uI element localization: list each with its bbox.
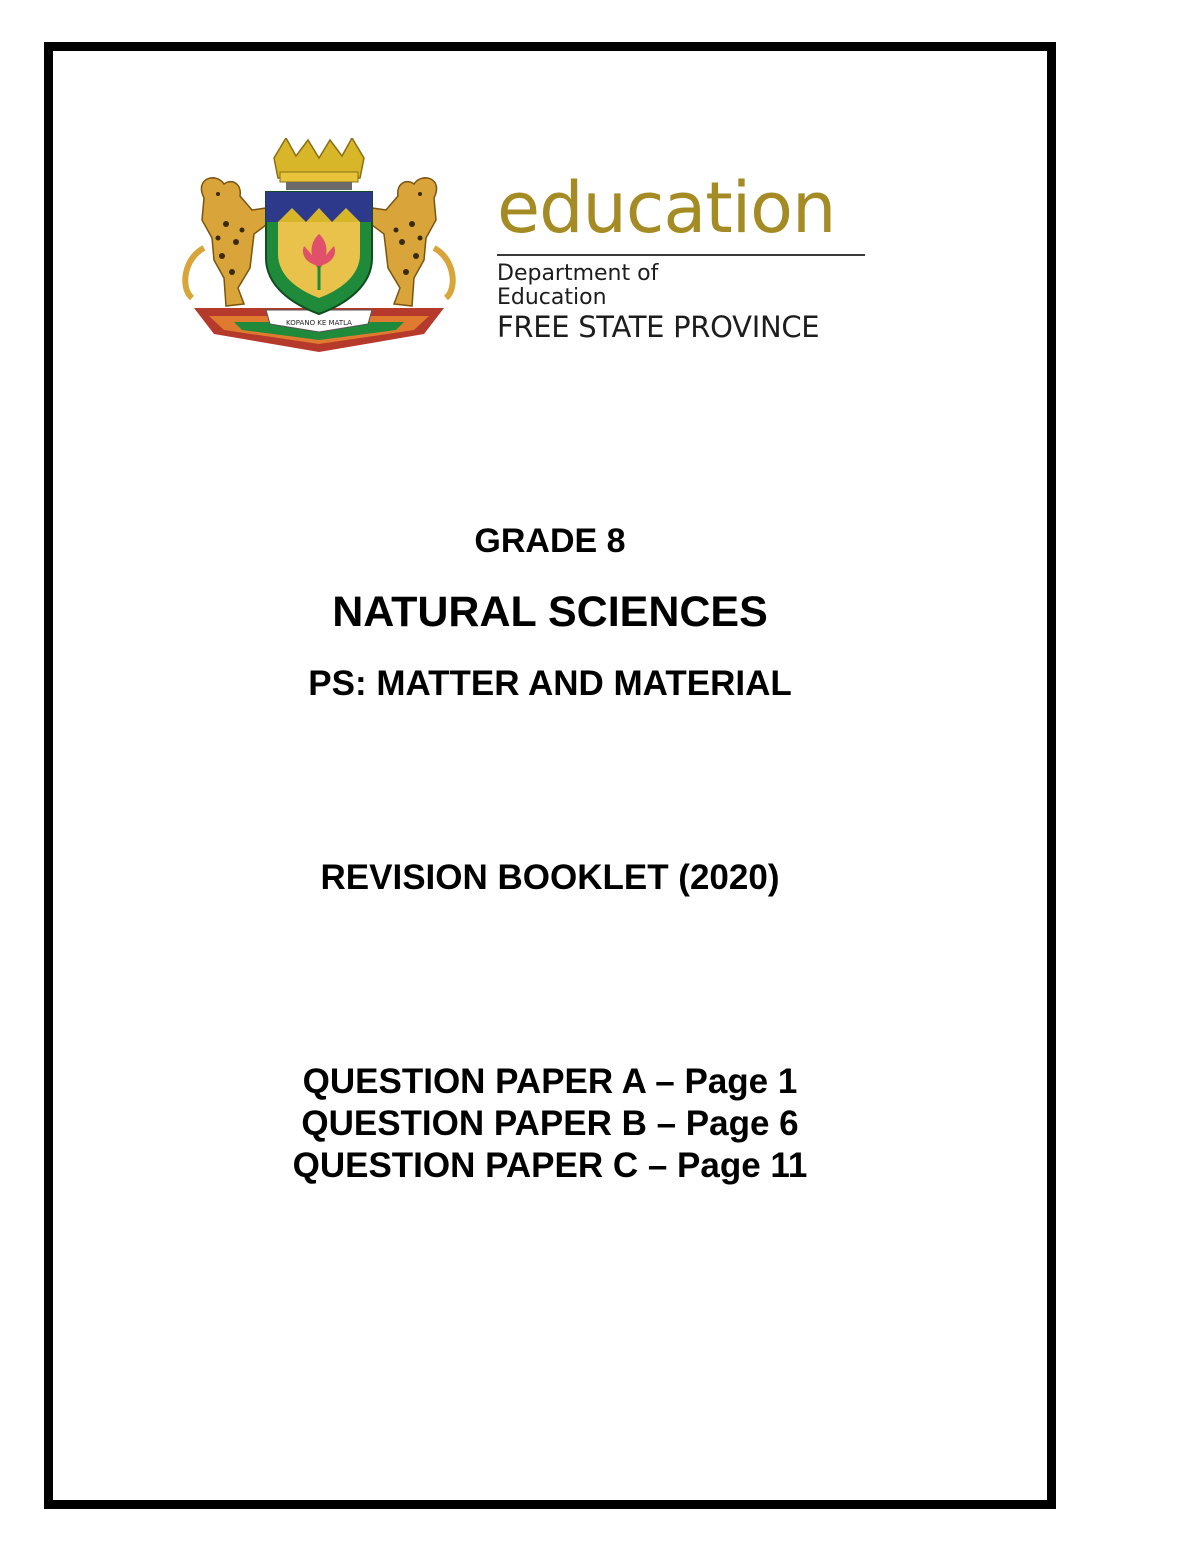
question-paper-a-entry: QUESTION PAPER A – Page 1 [302, 1062, 798, 1101]
crest-crown [274, 138, 364, 190]
crest-motto: KOPANO KE MATLA [286, 319, 352, 327]
crest-shield [266, 192, 372, 314]
department-logo-text [497, 168, 869, 344]
coat-of-arms-logo [174, 138, 464, 356]
subject-title: NATURAL SCIENCES [332, 588, 768, 636]
grade-heading: GRADE 8 [474, 522, 626, 560]
brand-word: education [497, 167, 836, 249]
booklet-title: REVISION BOOKLET (2020) [320, 858, 780, 897]
question-paper-index [0, 1061, 1100, 1187]
province-name: FREE STATE PROVINCE [497, 310, 820, 344]
question-paper-b-entry: QUESTION PAPER B – Page 6 [301, 1104, 799, 1143]
brand-divider [497, 254, 865, 256]
department-line-1: Department of [497, 261, 659, 286]
department-line-2: Education [497, 285, 607, 310]
topic-heading: PS: MATTER AND MATERIAL [308, 664, 792, 703]
question-paper-c-entry: QUESTION PAPER C – Page 11 [292, 1146, 808, 1185]
left-leopard-supporter [185, 178, 270, 306]
right-leopard-supporter [368, 178, 453, 306]
